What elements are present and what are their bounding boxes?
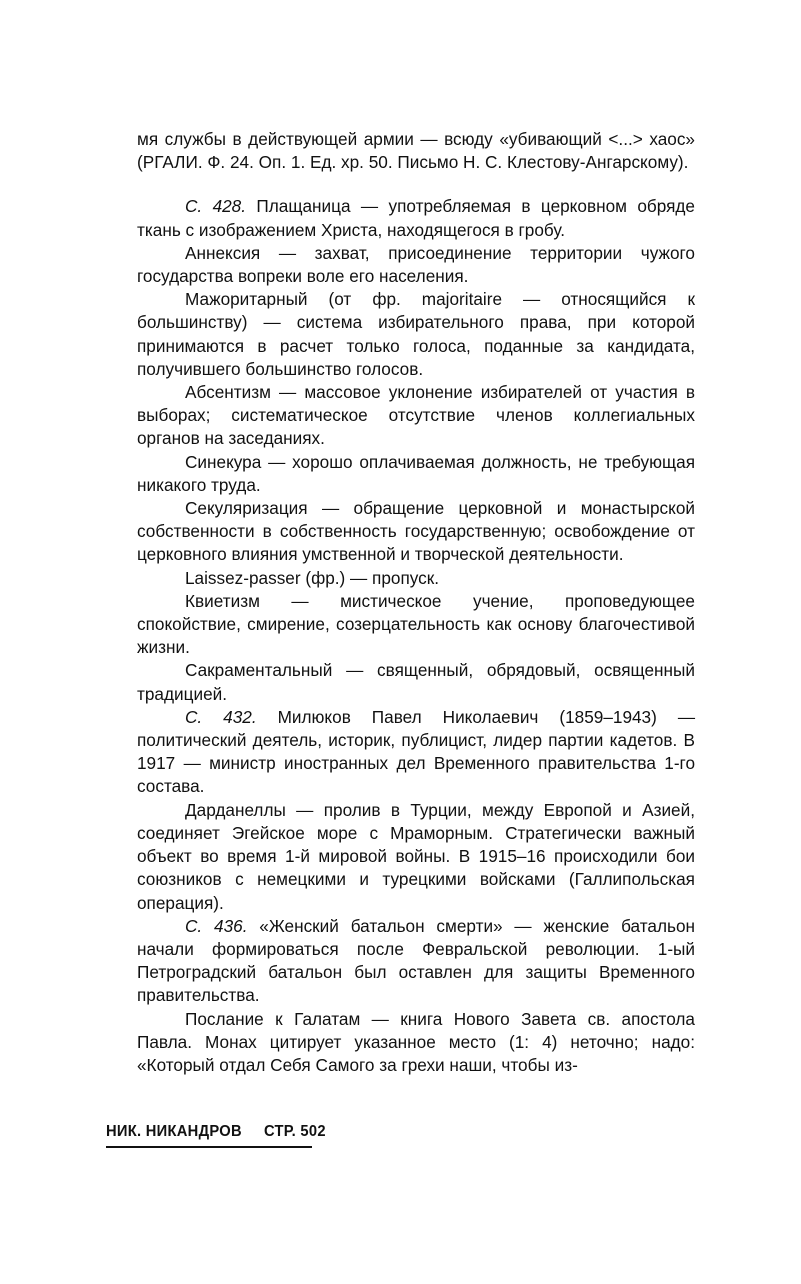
- page-ref: С. 436.: [185, 915, 248, 936]
- note-mazhoritarny: [137, 288, 695, 381]
- note-kvietizm: [137, 590, 695, 660]
- paragraph-text: Секуляризация — обращение церковной и монастырской собственности в собственность государственную; освобождение от церковного влияния умственной и творческой деятельности.: [137, 498, 695, 565]
- note-galatam: [137, 1008, 695, 1078]
- paragraph-text: «Женский батальон смерти» — женские батальон начали формироваться после Февральской революции. 1-ый Петроградский батальон был оставлен для защиты Временного правительства.: [137, 915, 695, 1006]
- paragraph-text: Квиетизм — мистическое учение, проповедующее спокойствие, смирение, созерцательность как основу благочестивой жизни.: [137, 590, 695, 658]
- footer-author: НИК. НИКАНДРОВ: [106, 1123, 242, 1140]
- note-sinekura: [137, 451, 695, 497]
- note-anneksiya: [137, 242, 695, 288]
- page-ref: С. 428.: [185, 196, 247, 217]
- note-batalon: [137, 915, 695, 1008]
- note-milyukov: [137, 706, 695, 799]
- footer-rule: [106, 1146, 312, 1148]
- note-sekulyarizatsiya: [137, 497, 695, 567]
- paragraph-text: мя службы в действующей армии — всюду «убивающий <...> хаос» (РГАЛИ. Ф. 24. Оп. 1. Ед. хр. 50. Письмо Н. С. Клестову-Ангарскому).: [137, 129, 695, 173]
- note-plashchanitsa: [137, 195, 695, 241]
- paragraph-text: Милюков Павел Николаевич (1859–1943) — политический деятель, историк, публицист, лидер партии кадетов. В 1917 — министр иностранных дел Временного правительства 1-го состава.: [137, 706, 696, 797]
- paragraph-text: Сакраментальный — священный, обрядовый, освященный традицией.: [137, 660, 695, 704]
- paragraph-text: Абсентизм — массовое уклонение избирателей от участия в выборах; систематическое отсутствие членов коллегиальных органов на заседаниях.: [137, 382, 695, 449]
- running-footer: [106, 1123, 348, 1141]
- note-dardanelly: [137, 799, 695, 915]
- note-sakramentalny: [137, 659, 695, 705]
- page-ref: С. 432.: [185, 706, 257, 727]
- paragraph-text: Плащаница — употребляемая в церковном обряде ткань с изображением Христа, находящегося в гробу.: [137, 196, 695, 240]
- note-absentizm: [137, 381, 695, 451]
- paragraph-text: Синекура — хорошо оплачиваемая должность, не требующая никакого труда.: [137, 451, 695, 495]
- footer-page-number: СТР. 502: [263, 1123, 326, 1140]
- paragraph-text: Аннексия — захват, присоединение территории чужого государства вопреки воле его населения.: [137, 242, 695, 287]
- paragraph-text: Послание к Галатам — книга Нового Завета св. апостола Павла. Монах цитирует указанное место (1: 4) неточно; надо: «Который отдал Себя Самого за грехи наши, чтобы из-: [137, 1008, 695, 1075]
- page-body: [137, 128, 695, 1077]
- paragraph-text: Дарданеллы — пролив в Турции, между Европой и Азией, соединяет Эгейское море с Мраморным. Стратегически важный объект во время 1-й мировой войны. В 1915–16 происходили бои союзников с немецкими и турецкими войсками (Галлипольская операция).: [137, 799, 695, 913]
- paragraph-text: Мажоритарный (от фр. majoritaire — относящийся к большинству) — система избирательного права, при которой принимаются в расчет только голоса, поданные за кандидата, получившего большинство голосов.: [137, 289, 695, 379]
- note-laissez-passer: [137, 567, 695, 590]
- paragraph-continuation: [137, 128, 695, 174]
- paragraph-text: Laissez-passer (фр.) — пропуск.: [185, 567, 440, 588]
